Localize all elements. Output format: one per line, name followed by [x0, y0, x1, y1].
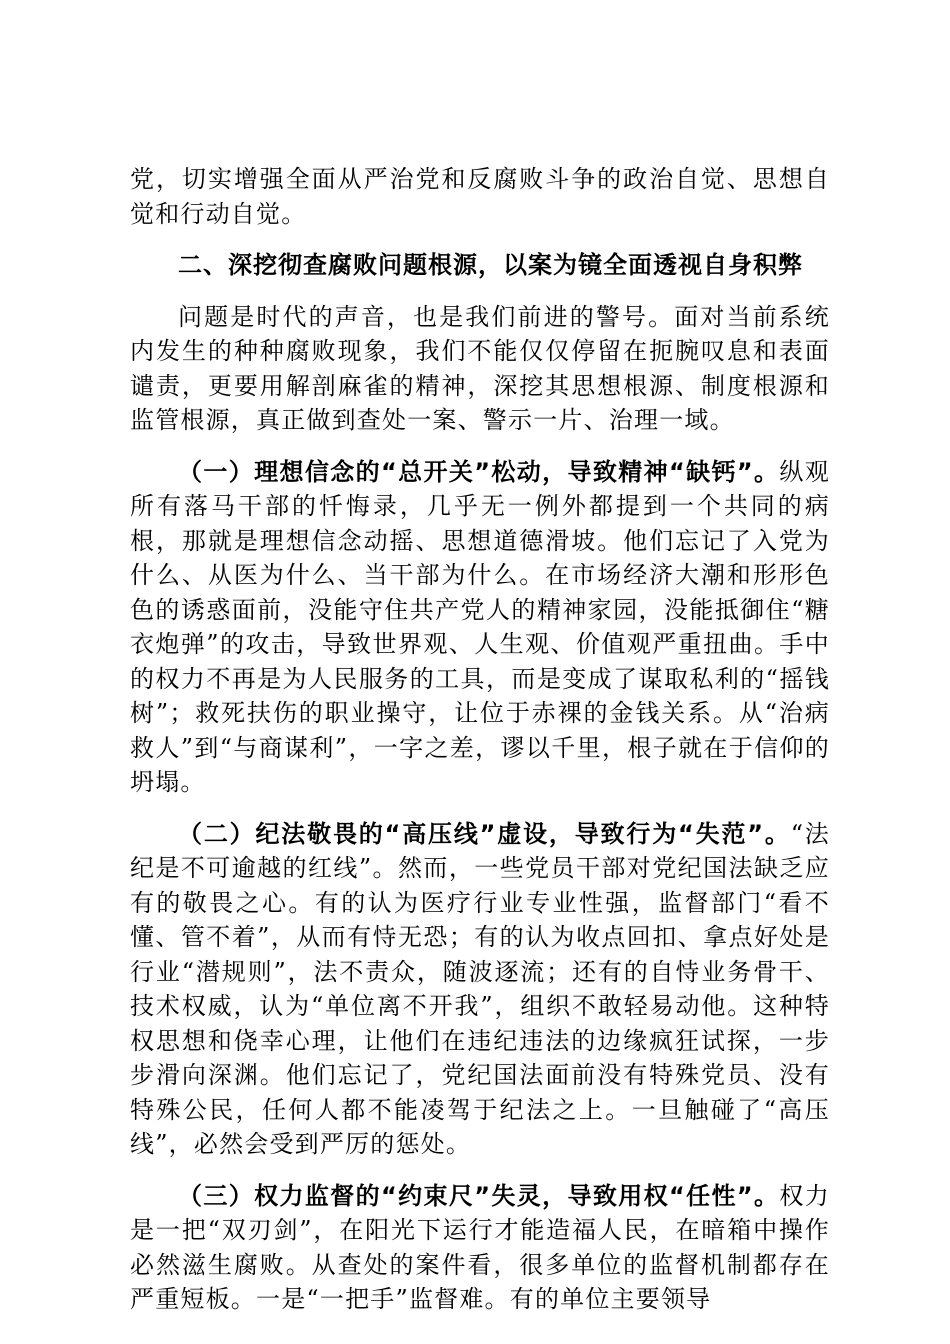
paragraph-point-2	[130, 817, 830, 1162]
point-1-body: 纵观所有落马干部的忏悔录，几乎无一例外都提到一个共同的病根，那就是理想信念动摇、思想道德滑坡。他们忘记了入党为什么、从医为什么、当干部为什么。在市场经济大潮和形形色色的诱惑面前，没能守住共产党人的精神家园，没能抵御住“糖衣炮弹”的攻击，导致世界观、人生观、价值观严重扭曲。手中的权力不再是为人民服务的工具，而是变成了谋取私利的“摇钱树”；救死扶伤的职业操守，让位于赤裸的金钱关系。从“治病救人”到“与商谋利”，一字之差，谬以千里，根子就在于信仰的坍塌。	[130, 457, 830, 796]
document-body	[130, 162, 830, 1317]
point-2-heading: （二）纪法敬畏的“高压线”虚设，导致行为“失范”。	[178, 819, 791, 848]
point-2-body: “法纪是不可逾越的红线”。然而，一些党员干部对党纪国法缺乏应有的敬畏之心。有的认为医疗行业专业性强，监督部门“看不懂、管不着”，从而有恃无恐；有的认为收点回扣、拿点好处是行业“潜规则”，法不责众，随波逐流；还有的自恃业务骨干、技术权威，认为“单位离不开我”，组织不敢轻易动他。这种特权思想和侥幸心理，让他们在违纪违法的边缘疯狂试探，一步步滑向深渊。他们忘记了，党纪国法面前没有特殊党员、没有特殊公民，任何人都不能凌驾于纪法之上。一旦触碰了“高压线”，必然会受到严厉的惩处。	[130, 819, 830, 1158]
section-heading: 二、深挖彻查腐败问题根源，以案为镜全面透视自身积弊	[178, 251, 803, 279]
paragraph-continuation: 党，切实增强全面从严治党和反腐败斗争的政治自觉、思想自觉和行动自觉。	[130, 165, 830, 228]
point-1-heading: （一）理想信念的“总开关”松动，导致精神“缺钙”。	[178, 457, 780, 486]
paragraph-point-1	[130, 455, 830, 800]
point-3-heading: （三）权力监督的“约束尺”失灵，导致用权“任性”。	[178, 1181, 780, 1210]
point-3-body: 权力是一把“双刃剑”，在阳光下运行才能造福人民，在暗箱中操作必然滋生腐败。从查处的案件看，很多单位的监督机制都存在严重短板。一是“一把手”监督难。有的单位主要领导	[130, 1181, 830, 1313]
paragraph-intro: 问题是时代的声音，也是我们前进的警号。面对当前系统内发生的种种腐败现象，我们不能仅仅停留在扼腕叹息和表面谴责，更要用解剖麻雀的精神，深挖其思想根源、制度根源和监管根源，真正做到查处一案、警示一片、治理一域。	[130, 302, 830, 434]
paragraph-point-3	[130, 1179, 830, 1317]
